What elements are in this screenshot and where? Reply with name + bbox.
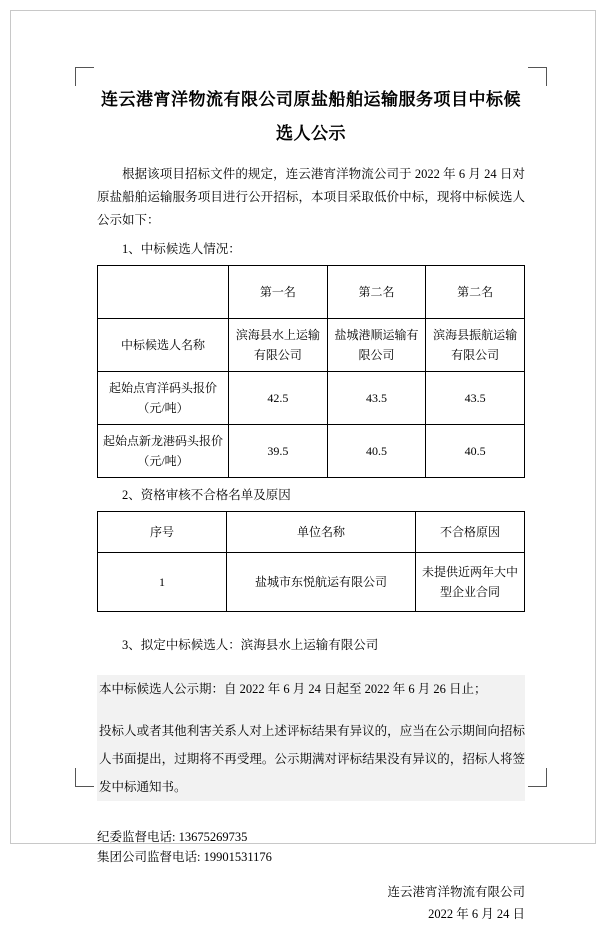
crop-mark-bottom-right — [528, 768, 547, 787]
table1-row-1-label: 起始点宵洋码头报价（元/吨） — [98, 372, 229, 425]
section-3-label: 3、拟定中标候选人：滨海县水上运输有限公司 — [122, 638, 379, 652]
table2-row-0-company: 盐城市东悦航运有限公司 — [227, 553, 416, 612]
table1-row-2-value-1: 40.5 — [327, 425, 426, 478]
table-header-row — [98, 266, 525, 319]
table1-row-2-value-2: 40.5 — [426, 425, 525, 478]
table1-row-2-label: 起始点新龙港码头报价（元/吨） — [98, 425, 229, 478]
sign-date: 2022 年 6 月 24 日 — [428, 907, 525, 921]
table1-row-1-value-0: 42.5 — [229, 372, 328, 425]
table1-header-rank-1: 第一名 — [229, 266, 328, 319]
notice-spacer — [97, 703, 525, 717]
section-2-label: 2、资格审核不合格名单及原因 — [122, 488, 291, 502]
table2-header-no: 序号 — [98, 512, 227, 553]
crop-mark-bottom-left — [75, 768, 94, 787]
table1-header-rank-2: 第二名 — [327, 266, 426, 319]
table2-header-reason: 不合格原因 — [416, 512, 525, 553]
table1-row-0-value-0: 滨海县水上运输有限公司 — [229, 319, 328, 372]
document-title: 连云港宵洋物流有限公司原盐船舶运输服务项目中标候选人公示 — [101, 90, 521, 143]
table2-row-0-no: 1 — [98, 553, 227, 612]
signoff-block — [97, 881, 525, 925]
contact-block — [97, 827, 525, 867]
document-page — [10, 10, 596, 921]
table-header-row — [98, 512, 525, 553]
table-row — [98, 319, 525, 372]
notice-block — [97, 675, 525, 801]
candidates-table — [97, 265, 525, 478]
table1-row-0-value-2: 滨海县振航运输有限公司 — [426, 319, 525, 372]
table-row — [98, 553, 525, 612]
notice-body: 投标人或者其他利害关系人对上述评标结果有异议的，应当在公示期间向招标人书面提出，过期将不再受理。公示期满对评标结果没有异议的，招标人将签发中标通知书。 — [97, 717, 525, 801]
table2-row-0-reason: 未提供近两年大中型企业合同 — [416, 553, 525, 612]
disqualified-table — [97, 511, 525, 612]
crop-mark-top-right — [528, 67, 547, 86]
contact-discipline: 纪委监督电话: 13675269735 — [97, 830, 248, 844]
intro-paragraph: 根据该项目招标文件的规定，连云港宵洋物流公司于 2022 年 6 月 24 日对原盐船舶运输服务项目进行公开招标，本项目采取低价中标，现将中标候选人公示如下： — [97, 167, 525, 227]
table1-header-rank-3: 第二名 — [426, 266, 525, 319]
table-row — [98, 425, 525, 478]
table2-header-company: 单位名称 — [227, 512, 416, 553]
table1-row-0-value-1: 盐城港顺运输有限公司 — [327, 319, 426, 372]
document-content — [97, 83, 525, 925]
signer-name: 连云港宵洋物流有限公司 — [387, 885, 525, 899]
table1-row-0-label: 中标候选人名称 — [98, 319, 229, 372]
contact-group: 集团公司监督电话: 19901531176 — [97, 850, 272, 864]
table-row — [98, 372, 525, 425]
table1-row-1-value-2: 43.5 — [426, 372, 525, 425]
table1-header-blank — [98, 266, 229, 319]
notice-period: 本中标候选人公示期：自 2022 年 6 月 24 日起至 2022 年 6 月 26 日止； — [97, 675, 525, 703]
table1-row-1-value-1: 43.5 — [327, 372, 426, 425]
section-1-label: 1、中标候选人情况： — [122, 242, 241, 256]
table1-row-2-value-0: 39.5 — [229, 425, 328, 478]
crop-mark-top-left — [75, 67, 94, 86]
